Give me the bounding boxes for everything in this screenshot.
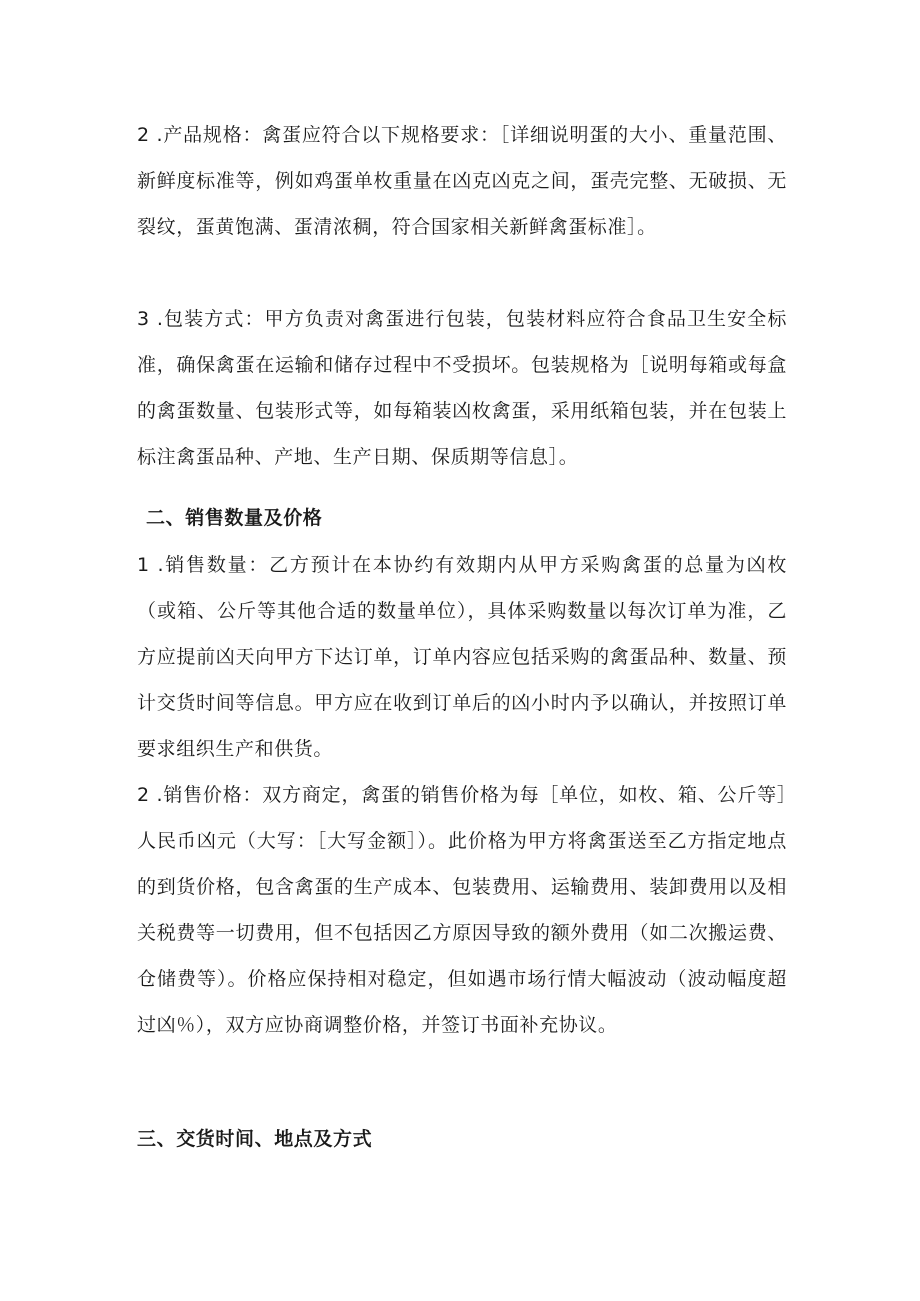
- section-heading-quantity-price: 二、销售数量及价格: [146, 507, 323, 529]
- clause-product-spec: 2 .产品规格：禽蛋应符合以下规格要求：［详细说明蛋的大小、重量范围、新鲜度标准等，例如鸡蛋单枚重量在凶克凶克之间，蛋壳完整、无破损、无裂纹，蛋黄饱满、蛋清浓稠，符合国家相关新鲜禽蛋标准］。: [137, 124, 787, 238]
- clause-sales-quantity: 1 .销售数量：乙方预计在本协约有效期内从甲方采购禽蛋的总量为凶枚（或箱、公斤等其他合适的数量单位），具体采购数量以每次订单为准，乙方应提前凶天向甲方下达订单，订单内容应包括采购的禽蛋品种、数量、预计交货时间等信息。甲方应在收到订单后的凶小时内予以确认，并按照订单要求组织生产和供货。: [137, 554, 787, 760]
- clause-sales-price: 2 .销售价格：双方商定，禽蛋的销售价格为每［单位，如枚、箱、公斤等］人民币凶元（大写：［大写金额］）。此价格为甲方将禽蛋送至乙方指定地点的到货价格，包含禽蛋的生产成本、包装费用、运输费用、装卸费用以及相关税费等一切费用，但不包括因乙方原因导致的额外费用（如二次搬运费、仓储费等）。价格应保持相对稳定，但如遇市场行情大幅波动（波动幅度超过凶％），双方应协商调整价格，并签订书面补充协议。: [137, 784, 787, 1036]
- clause-packaging: 3 .包装方式：甲方负责对禽蛋进行包装，包装材料应符合食品卫生安全标准，确保禽蛋在运输和储存过程中不受损坏。包装规格为［说明每箱或每盒的禽蛋数量、包装形式等，如每箱装凶枚禽蛋，采用纸箱包装，并在包装上标注禽蛋品种、产地、生产日期、保质期等信息］。: [137, 308, 787, 468]
- section-heading-delivery: 三、交货时间、地点及方式: [137, 1128, 373, 1150]
